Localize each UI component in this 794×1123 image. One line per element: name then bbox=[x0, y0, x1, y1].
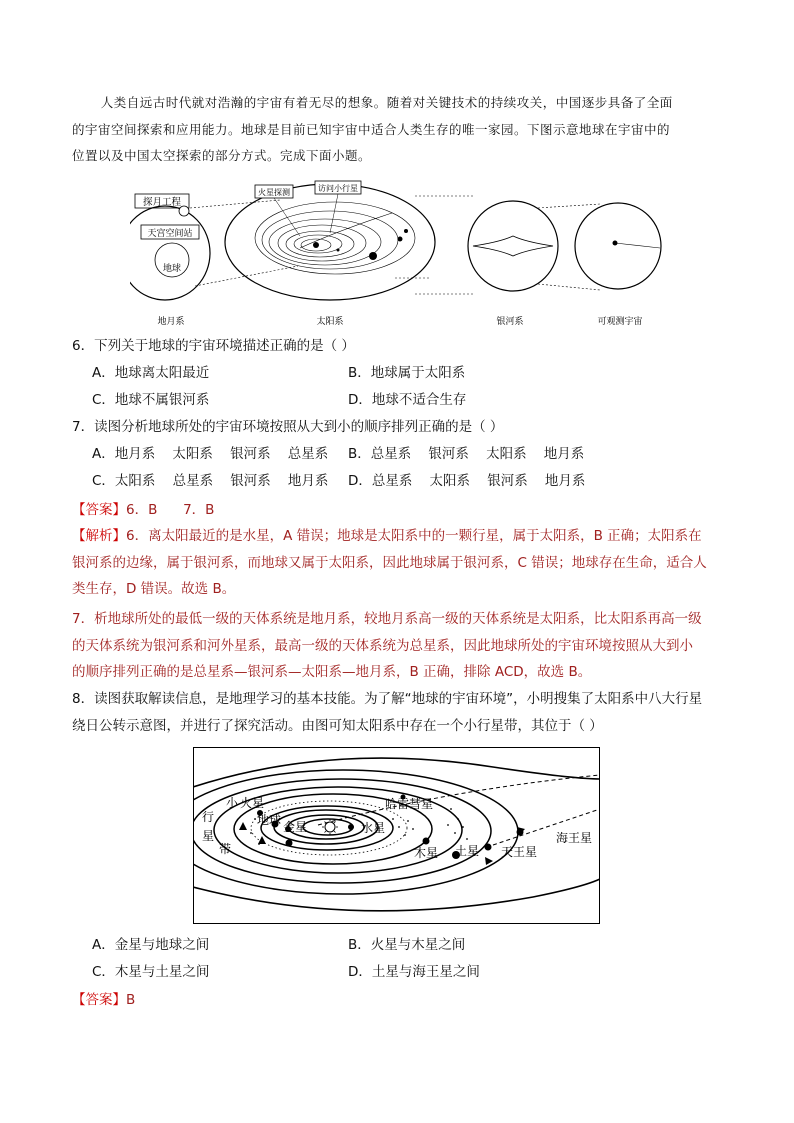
caption-observable-universe: 可观测宇宙 bbox=[597, 317, 643, 327]
q8-stem-line-2: 绕日公转示意图，并进行了探究活动。由图可知太阳系中存在一个小行星带，其位于（ ） bbox=[72, 717, 603, 734]
analysis-6-line-1: 6．离太阳最近的是水星，A 错误；地球是太阳系中的一颗行星，属于太阳系，B 正确；太阳系在 bbox=[126, 528, 702, 544]
comet-label: 哈雷彗星 bbox=[385, 797, 434, 811]
caption-milky-way: 银河系 bbox=[496, 317, 524, 327]
answer-8-label: 【答案】 bbox=[72, 992, 126, 1008]
analysis-label: 【解析】 bbox=[72, 528, 126, 544]
q7-option-a: A．地月系 太阳系 银河系 总星系 bbox=[92, 446, 329, 462]
q6-option-c: C．地球不属银河系 bbox=[92, 392, 210, 408]
mars-label: 火星 bbox=[240, 796, 265, 810]
analysis-7-line-1: 7．析地球所处的最低一级的天体系统是地月系，较地月系高一级的天体系统是太阳系，比太阳系再高一级 bbox=[72, 611, 702, 627]
mars-probe-label: 火星探测 bbox=[258, 188, 290, 197]
mercury-label: 水星 bbox=[361, 821, 386, 835]
analysis-7-line-3: 的顺序排列正确的是总星系—银河系—太阳系—地月系，B 正确，排除 ACD，故选 B。 bbox=[72, 664, 592, 680]
analysis-6 bbox=[72, 523, 724, 603]
belt-label-small: 小 bbox=[226, 796, 239, 810]
analysis-6-line-3: 类生存，D 错误。故选 B。 bbox=[72, 581, 236, 597]
intro-line-2: 的宇宙空间探索和应用能力。地球是目前已知宇宙中适合人类生存的唯一家园。下图示意地球在宇宙中的 bbox=[72, 121, 671, 137]
answer-label: 【答案】 bbox=[72, 502, 126, 518]
jupiter-label: 木星 bbox=[414, 846, 439, 860]
tiangong-label: 天宫空间站 bbox=[147, 229, 193, 239]
solar-system-orbit-figure bbox=[193, 747, 600, 924]
q7-option-c: C．太阳系 总星系 银河系 地月系 bbox=[92, 473, 329, 489]
intro-paragraph bbox=[72, 90, 724, 170]
sun-dot bbox=[313, 242, 319, 248]
saturn-label: 土星 bbox=[455, 844, 480, 858]
answer-8 bbox=[72, 990, 135, 1010]
mercury-dot bbox=[348, 824, 354, 830]
q8-option-d: D．土星与海王星之间 bbox=[348, 964, 480, 980]
belt-label-1: 行 bbox=[202, 810, 215, 824]
intro-line-1: 人类自远古时代就对浩瀚的宇宙有着无尽的想象。随着对关键技术的持续攻关，中国逐步具备了全面 bbox=[100, 95, 673, 110]
earth-moon-system-circle bbox=[130, 206, 210, 300]
belt-label-2: 星 bbox=[202, 829, 215, 843]
q8-stem-line-1: 8．读图获取解读信息，是地理学习的基本技能。为了解“地球的宇宙环境”，小明搜集了太阳系中八大行星 bbox=[72, 691, 703, 707]
earth-label: 地球 bbox=[162, 264, 182, 274]
uranus-dot bbox=[485, 844, 492, 851]
q7-option-b: B．总星系 银河系 太阳系 地月系 bbox=[348, 446, 585, 462]
q7-option-d: D．总星系 太阳系 银河系 地月系 bbox=[348, 473, 586, 489]
question-7-stem: 7．读图分析地球所处的宇宙环境按照从大到小的顺序排列正确的是（ ） bbox=[72, 419, 504, 435]
venus-label: 金星 bbox=[283, 820, 308, 834]
q8-option-c: C．木星与土星之间 bbox=[92, 964, 210, 980]
universe-position-figure bbox=[130, 178, 675, 330]
question-8-stem bbox=[72, 686, 724, 739]
question-6-stem: 6．下列关于地球的宇宙环境描述正确的是（ ） bbox=[72, 338, 355, 354]
observable-universe-circle bbox=[575, 203, 661, 289]
analysis-7 bbox=[72, 606, 724, 686]
belt-label-3: 带 bbox=[219, 842, 232, 856]
moon-circle bbox=[179, 206, 189, 216]
uranus-label: 天王星 bbox=[501, 845, 538, 859]
q6-option-d: D．地球不适合生存 bbox=[348, 392, 467, 408]
caption-earth-moon-system: 地月系 bbox=[157, 317, 185, 327]
neptune-label: 海王星 bbox=[556, 831, 593, 845]
jupiter-dot bbox=[423, 838, 430, 845]
asteroid-visit-label: 访问小行星 bbox=[318, 184, 358, 193]
solar-system-ellipse bbox=[225, 184, 435, 300]
q8-option-b: B．火星与木星之间 bbox=[348, 937, 466, 953]
analysis-7-line-2: 的天体系统为银河系和河外星系，最高一级的天体系统为总星系，因此地球所处的宇宙环境按照从大到小 bbox=[72, 637, 693, 654]
milky-way-disk bbox=[473, 236, 553, 256]
answer-text: 6．B 7．B bbox=[126, 502, 215, 518]
analysis-6-line-2: 银河系的边缘，属于银河系，而地球又属于太阳系，因此地球属于银河系，C 错误；地球存在生命，适合人 bbox=[72, 554, 707, 571]
earth-dot-2 bbox=[286, 840, 293, 847]
q6-option-b: B．地球属于太阳系 bbox=[348, 365, 466, 381]
earth-label-2: 地球 bbox=[257, 813, 282, 827]
caption-solar-system: 太阳系 bbox=[316, 317, 344, 327]
q8-option-a: A．金星与地球之间 bbox=[92, 937, 210, 953]
answer-8-text: B bbox=[126, 992, 136, 1008]
answer-6-7 bbox=[72, 500, 214, 520]
lunar-project-label: 探月工程 bbox=[142, 197, 182, 208]
intro-line-3: 位置以及中国太空探索的部分方式。完成下面小题。 bbox=[72, 148, 372, 163]
milky-way-circle bbox=[468, 201, 558, 291]
q6-option-a: A．地球离太阳最近 bbox=[92, 365, 210, 381]
